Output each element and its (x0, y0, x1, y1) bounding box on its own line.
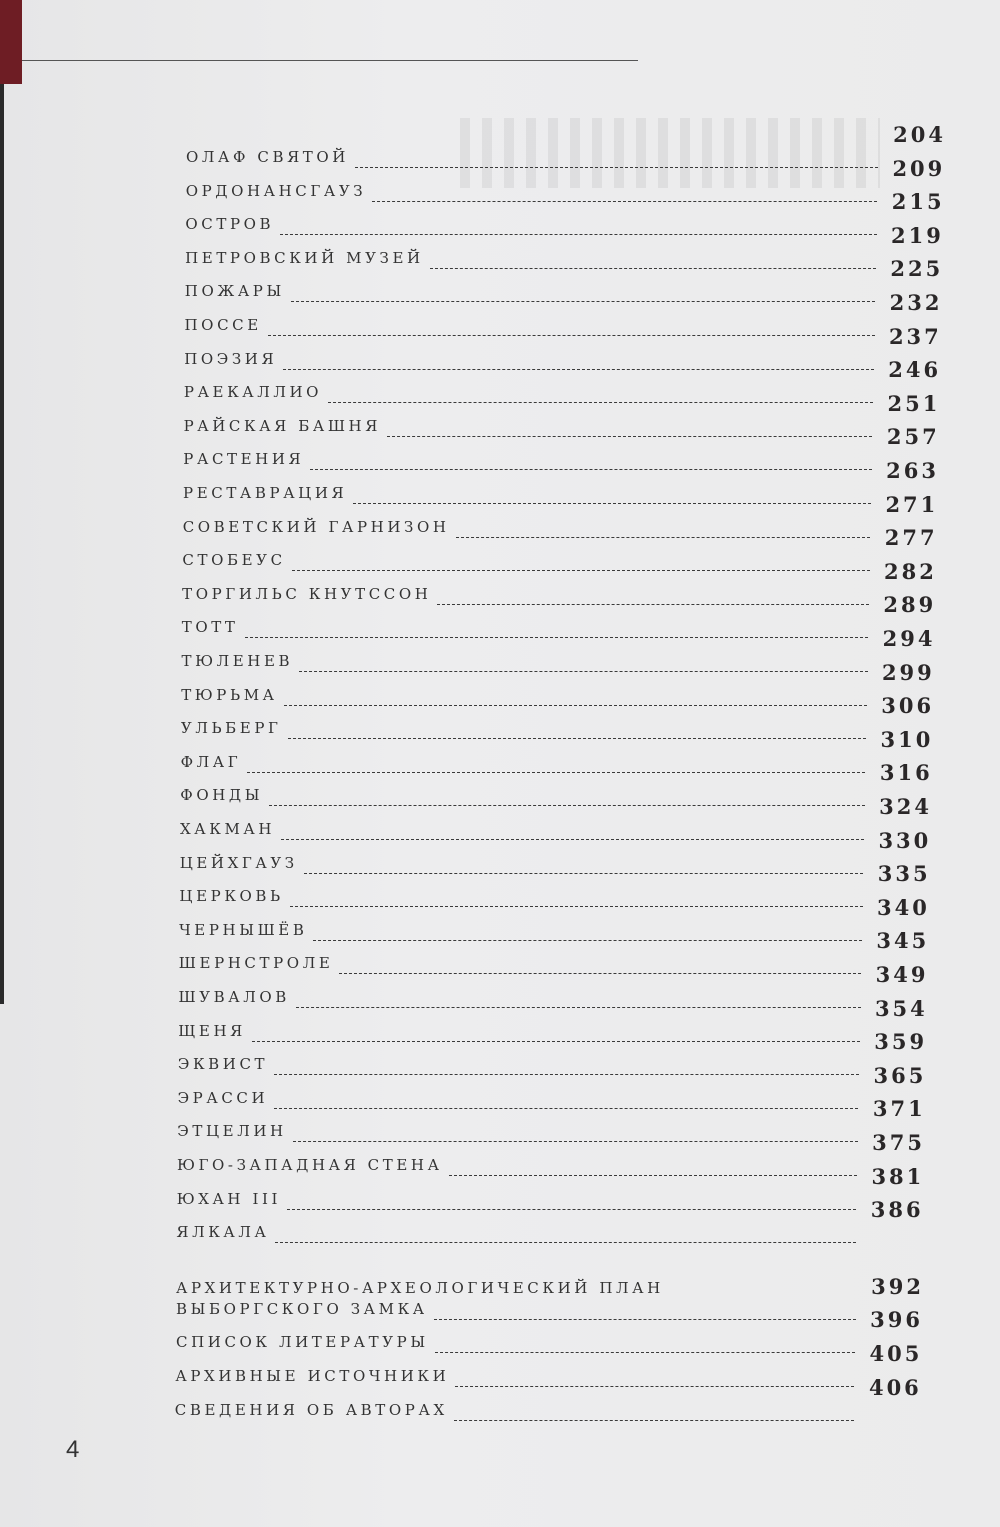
toc-entry-page: 335 (877, 861, 931, 887)
toc-entry-title: ЭРАССИ (177, 1088, 269, 1107)
toc-entry-title: ЭТЦЕЛИН (177, 1122, 287, 1141)
toc-entry-title: ЦЕРКОВЬ (179, 887, 284, 906)
toc-entry-title: ПЕТРОВСКИЙ МУЗЕЙ (185, 248, 424, 267)
toc-entry-title: ШЕРНСТРОЛЕ (178, 954, 334, 973)
leader-dots (449, 1174, 857, 1176)
toc-entry (186, 122, 946, 166)
leader-dots (269, 804, 865, 806)
leader-dots (274, 1073, 859, 1075)
toc-entry-page: 257 (886, 424, 940, 450)
toc-entry-page: 365 (873, 1062, 927, 1088)
toc-entry-page: 299 (881, 659, 935, 685)
toc-entry-title: ЩЕНЯ (178, 1021, 246, 1040)
toc-entry-page: 371 (872, 1096, 926, 1122)
leader-dots (430, 267, 876, 269)
leader-dots (339, 972, 861, 974)
leader-dots (435, 1351, 855, 1353)
toc-entry-title: ВЫБОРГСКОГО ЗАМКА (176, 1300, 428, 1318)
toc-entry-title: РАЕКАЛЛИО (183, 383, 323, 402)
leader-dots (454, 1419, 854, 1421)
leader-dots (313, 939, 861, 941)
leader-dots (437, 603, 868, 605)
toc-entry-title: ОЛАФ СВЯТОЙ (186, 148, 349, 166)
toc-entry-page: 316 (879, 760, 933, 786)
toc-entry-page: 386 (870, 1197, 924, 1223)
toc-entry-title: СОВЕТСКИЙ ГАРНИЗОН (182, 517, 450, 536)
leader-dots (252, 1040, 860, 1042)
leader-dots (283, 368, 874, 370)
toc-entry-title: ПОЖАРЫ (184, 282, 285, 301)
toc-entry-title: ШУВАЛОВ (178, 988, 290, 1006)
toc-entry-title: ФОНДЫ (180, 786, 264, 805)
toc-entry-title: ТОРГИЛЬС КНУТССОН (182, 584, 432, 603)
toc-entry-title: СТОБЕУС (182, 551, 286, 570)
leader-dots (310, 468, 871, 470)
toc-entry-title: ПОССЕ (184, 316, 262, 334)
toc-entry-page: 345 (876, 928, 930, 954)
toc-entry-title: ТОТТ (181, 618, 239, 637)
leader-dots (268, 334, 875, 336)
leader-dots (372, 200, 877, 202)
leader-dots (292, 569, 870, 571)
toc-entry-title: ЧЕРНЫШЁВ (179, 920, 308, 939)
leader-dots (287, 1208, 856, 1210)
toc-entry-page: 232 (889, 290, 943, 315)
toc-entry-title: ЦЕЙХГАУЗ (179, 853, 298, 872)
leader-dots (296, 1006, 861, 1008)
leader-dots (355, 166, 878, 168)
toc-entry-page: 310 (880, 726, 934, 752)
toc-entry-plan-title-line1: АРХИТЕКТУРНО-АРХЕОЛОГИЧЕСКИЙ ПЛАН (176, 1279, 664, 1297)
toc-entry-page: 375 (872, 1130, 925, 1155)
toc-entry-page: 215 (891, 189, 945, 215)
toc-entry-title: ТЮЛЕНЕВ (181, 652, 294, 670)
leader-dots (328, 401, 873, 403)
page-number: 4 (66, 1436, 80, 1463)
toc-entry-page: 209 (892, 155, 946, 181)
toc-entry-page: 277 (884, 525, 938, 551)
toc-entry-page: 405 (869, 1341, 923, 1366)
toc-entry-title: СВЕДЕНИЯ ОБ АВТОРАХ (174, 1401, 448, 1419)
toc-entry-page: 204 (893, 122, 946, 147)
toc-entry-page: 251 (887, 390, 941, 416)
toc-entry-page: 263 (886, 458, 939, 483)
leader-dots (280, 233, 876, 235)
toc-entry-page: 396 (870, 1307, 923, 1332)
leader-dots (281, 838, 864, 840)
toc-entry-page: 359 (874, 1029, 928, 1055)
toc-entry-page: 406 (868, 1375, 922, 1400)
toc-entry-title: ОРДОНАНСГАУЗ (185, 181, 367, 200)
toc-entry-title: РАЙСКАЯ БАШНЯ (183, 416, 381, 435)
toc-entry-page: 289 (883, 592, 937, 618)
toc-entry-page: 354 (874, 995, 928, 1021)
leader-dots (247, 771, 865, 773)
leader-dots (290, 905, 863, 907)
toc-entry-page: 324 (879, 794, 932, 819)
toc-entry-page: 282 (884, 558, 937, 584)
toc-entry-page: 392 (871, 1274, 924, 1299)
leader-dots (299, 670, 867, 672)
leader-dots (275, 1241, 855, 1243)
leader-dots (455, 1385, 854, 1387)
toc-entry-page: 381 (871, 1163, 925, 1189)
toc-entry-page: 237 (888, 323, 942, 349)
toc-entry-page: 246 (888, 357, 942, 383)
toc-entry-title: УЛЬБЕРГ (180, 719, 282, 738)
toc-entry-title: РАСТЕНИЯ (183, 450, 305, 469)
toc-entry-page: 294 (882, 626, 936, 651)
toc-entry-title: РЕСТАВРАЦИЯ (183, 484, 348, 502)
toc-entry-page: 340 (877, 894, 930, 920)
leader-dots (434, 1318, 856, 1320)
leader-dots (387, 435, 872, 437)
toc-entry-title: ТЮРЬМА (181, 685, 278, 704)
leader-dots (274, 1107, 858, 1109)
toc-entry-page: 349 (875, 962, 929, 987)
toc-entry-title: ЮГО-ЗАПАДНАЯ СТЕНА (177, 1156, 443, 1174)
toc-entry-page: 330 (878, 827, 932, 853)
leader-dots (284, 704, 867, 706)
leader-dots (304, 872, 864, 874)
toc-entry-title: АРХИВНЫЕ ИСТОЧНИКИ (175, 1367, 450, 1385)
toc-entry-title: ОСТРОВ (185, 215, 275, 234)
toc-entry-title: ФЛАГ (180, 752, 242, 771)
toc-entry-title: ЭКВИСТ (177, 1055, 269, 1074)
leader-dots (291, 300, 875, 302)
leader-dots (456, 536, 871, 538)
toc-entry-title: ЮХАН III (176, 1189, 282, 1208)
toc-entry-title: ЯЛКАЛА (176, 1223, 270, 1242)
toc-entry-page: 219 (891, 222, 944, 248)
toc-entry-title: СПИСОК ЛИТЕРАТУРЫ (176, 1333, 429, 1351)
toc-entry-page: 306 (881, 693, 935, 719)
toc-entry-page: 225 (890, 256, 944, 282)
toc-entry-page: 271 (885, 491, 939, 517)
leader-dots (293, 1140, 858, 1142)
leader-dots (245, 636, 869, 638)
leader-dots (288, 737, 867, 739)
toc-entry-title: ХАКМАН (180, 820, 276, 838)
toc-entry-title: ПОЭЗИЯ (184, 349, 278, 368)
leader-dots (353, 502, 871, 504)
